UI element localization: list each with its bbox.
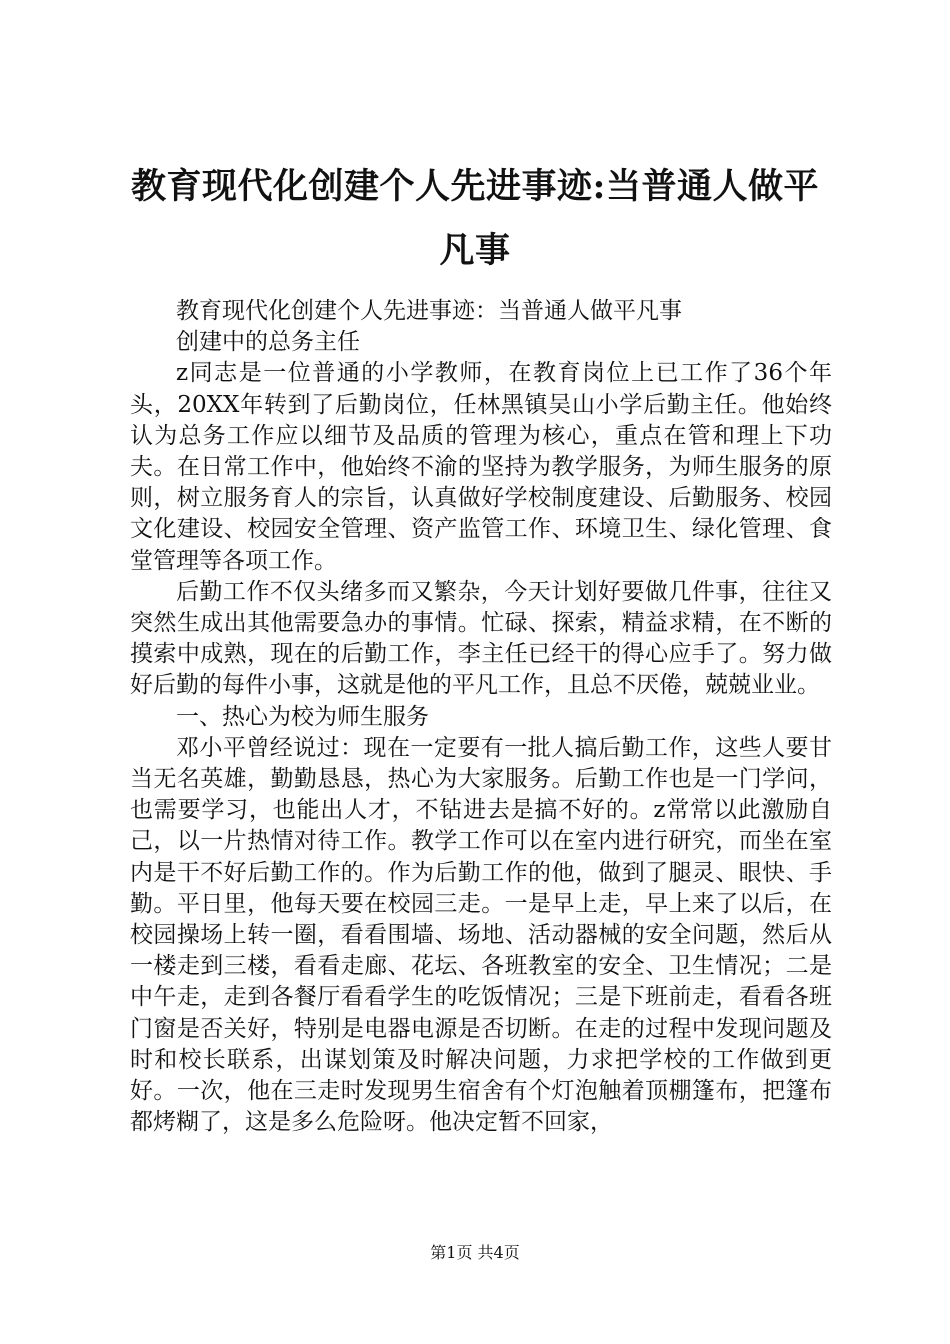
body-paragraph: 邓小平曾经说过：现在一定要有一批人搞后勤工作，这些人要甘当无名英雄，勤勤恳恳，热心为大家服务。后勤工作也是一门学问，也需要学习，也能出人才，不钻进去是搞不好的。z常常以此激励自己，以一片热情对待工作。教学工作可以在室内进行研究，而坐在室内是干不好后勤工作的。作为后勤工作的他，做到了腿灵、眼快、手勤。平日里，他每天要在校园三走。一是早上走，早上来了以后，在校园操场上转一圈，看看围墙、场地、活动器械的安全问题，然后从一楼走到三楼，看看走廊、花坛、各班教室的安全、卫生情况；二是中午走，走到各餐厅看看学生的吃饭情况；三是下班前走，看看各班门窗是否关好，特别是电器电源是否切断。在走的过程中发现问题及时和校长联系，出谋划策及时解决问题，力求把学校的工作做到更好。一次，他在三走时发现男生宿舍有个灯泡触着顶棚篷布，把篷布都烤糊了，这是多么危险呀。他决定暂不回家， <box>130 734 832 1136</box>
document-body <box>130 296 832 1138</box>
document-title <box>120 155 830 283</box>
section-heading: 创建中的总务主任 <box>176 329 360 356</box>
body-paragraph: z同志是一位普通的小学教师，在教育岗位上已工作了36个年头，20XX年转到了后勤岗位，任林黑镇吴山小学后勤主任。他始终认为总务工作应以细节及品质的管理为核心，重点在管和理上下功夫。在日常工作中，他始终不渝的坚持为教学服务，为师生服务的原则，树立服务育人的宗旨，认真做好学校制度建设、后勤服务、校园文化建设、校园安全管理、资产监管工作、环境卫生、绿化管理、食堂管理等各项工作。 <box>130 360 832 574</box>
body-paragraph: 后勤工作不仅头绪多而又繁杂，今天计划好要做几件事，往往又突然生成出其他需要急办的事情。忙碌、探索，精益求精，在不断的摸索中成熟，现在的后勤工作，李主任已经干的得心应手了。努力做好后勤的每件小事，这就是他的平凡工作，且总不厌倦，兢兢业业。 <box>130 578 832 699</box>
subtitle-paragraph: 教育现代化创建个人先进事迹：当普通人做平凡事 <box>176 298 682 324</box>
title-line-2: 凡事 <box>439 230 511 271</box>
page-number-footer: 第1页 共4页 <box>430 1243 520 1262</box>
title-line-1: 教育现代化创建个人先进事迹:当普通人做平 <box>131 166 819 207</box>
section-heading: 一、热心为校为师生服务 <box>176 703 429 730</box>
